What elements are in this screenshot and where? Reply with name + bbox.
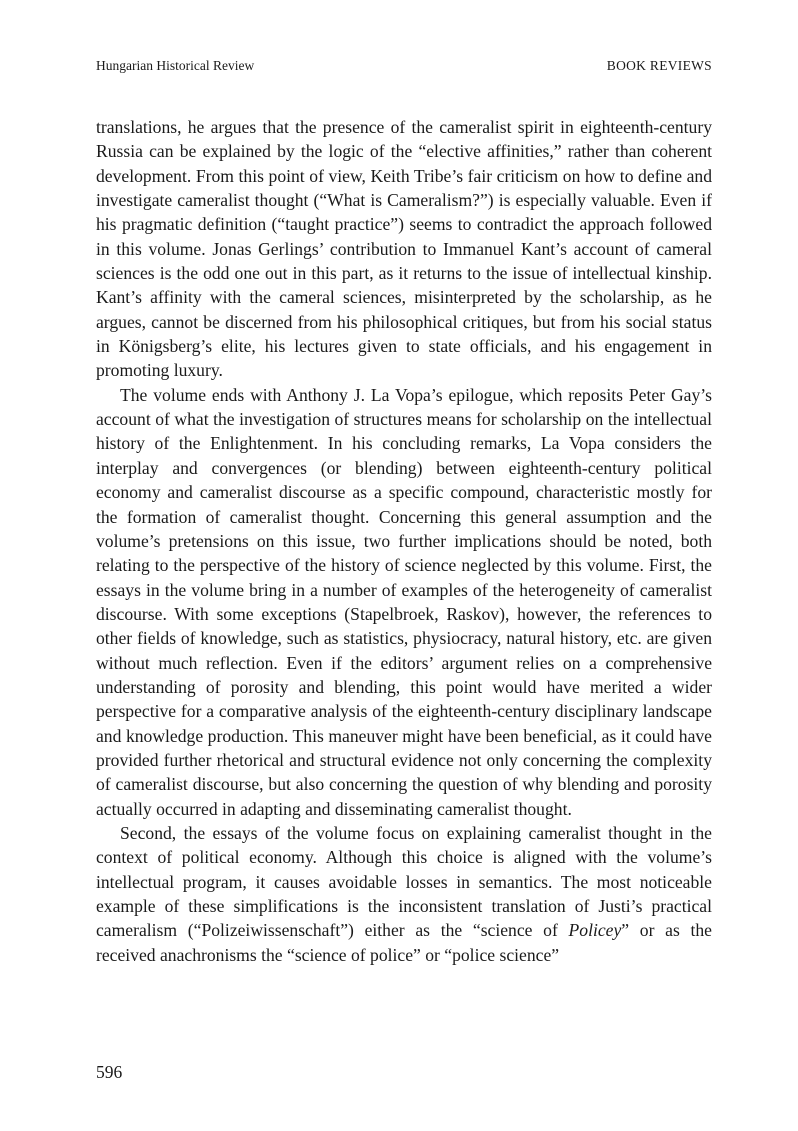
paragraph-3 (96, 821, 712, 967)
journal-title: Hungarian Historical Review (96, 58, 255, 73)
paragraph-3-text-start: Second, the essays of the volume focus on explaining cameralist thought in the context of political economy. Although this choice is aligned with the volume’s intellectual program, it causes avoidable losses in semantics. The most noticeable example of these simplifications is the inconsistent translation of Justi’s practical cameralism (“Polizeiwissenschaft”) either as the “science of (96, 822, 712, 941)
paragraph-3-text-end: ” or as the received anachronisms the “science of police” or “police science” (96, 920, 712, 965)
italic-term: Policey (568, 920, 622, 941)
paragraph-2: The volume ends with Anthony J. La Vopa’s epilogue, which reposits Peter Gay’s account of what the investigation of structures means for scholarship on the intellectual history of the Enlightenment. In his concluding remarks, La Vopa considers the interplay and convergences (or blending) between eighteenth-century political economy and cameralist discourse as a specific compound, characteristic mostly for the formation of cameralist thought. Concerning this general assumption and the volume’s pretensions on this issue, two further implications should be noted, both relating to the perspective of the history of science neglected by this volume. First, the essays in the volume bring in a number of examples of the heterogeneity of cameralist discourse. With some exceptions (Stapelbroek, Raskov), however, the references to other fields of knowledge, such as statistics, physiocracy, natural history, etc. are given without much reflection. Even if the editors’ argument relies on a comprehensive understanding of porosity and blending, this point would have merited a wider perspective for a comparative analysis of the eighteenth-century disciplinary landscape and knowledge production. This maneuver might have been beneficial, as it could have provided further rhetorical and structural evidence not only concerning the complexity of cameralist discourse, but also concerning the question of why blending and porosity actually occurred in adapting and disseminating cameralist thought. (96, 384, 712, 819)
page-number: 596 (96, 1062, 123, 1082)
section-title: BOOK REVIEWS (606, 58, 712, 73)
running-header (96, 58, 712, 78)
paragraph-1: translations, he argues that the presence of the cameralist spirit in eighteenth-century Russia can be explained by the logic of the “elective affinities,” rather than coherent development. From this point of view, Keith Tribe’s fair criticism on how to define and investigate cameralist thought (“What is Cameralism?”) is especially valuable. Even if his pragmatic definition (“taught practice”) seems to contradict the approach followed in this volume. Jonas Gerlings’ contribution to Immanuel Kant’s account of cameral sciences is the odd one out in this part, as it returns to the issue of intellectual kinship. Kant’s affinity with the cameral sciences, misinterpreted by the scholarship, as he argues, cannot be discerned from his philosophical critiques, but from his social status in Königsberg’s elite, his lectures given to state officials, and his engagement in promoting luxury. (96, 117, 712, 381)
article-body (96, 115, 712, 967)
